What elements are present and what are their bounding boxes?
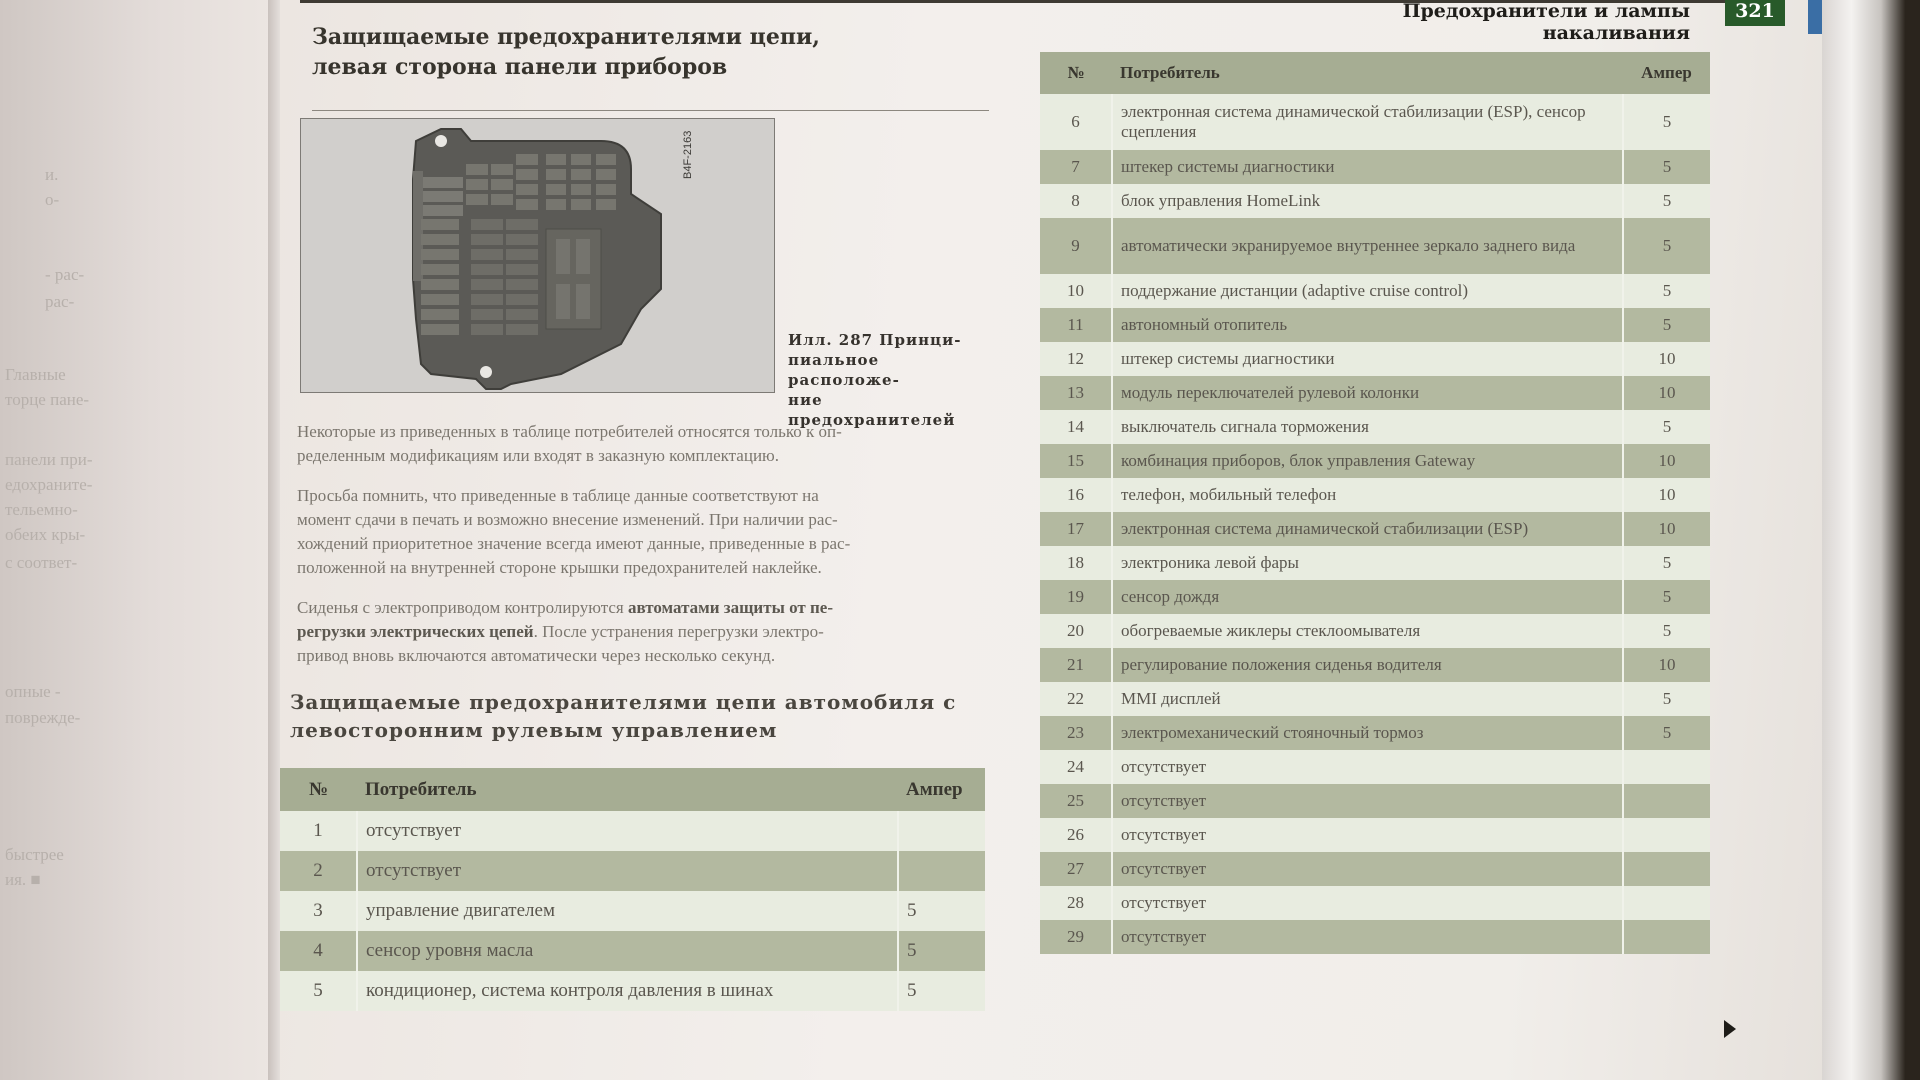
table-row	[1040, 478, 1710, 512]
cell-number: 18	[1040, 546, 1112, 580]
fuse-slot	[421, 264, 459, 275]
fuse-slot	[516, 199, 538, 210]
cell-number: 16	[1040, 478, 1112, 512]
cell-consumer: телефон, мобильный телефон	[1112, 478, 1623, 512]
table-row	[1040, 274, 1710, 308]
figure-caption-line: Илл. 287 Принци-	[788, 331, 962, 349]
cell-number: 9	[1040, 218, 1112, 274]
cell-consumer: электронная система динамической стабилизации (ESP), сенсор сцепления	[1112, 94, 1623, 150]
cell-amp	[1623, 818, 1710, 852]
fuse-slot	[421, 309, 459, 320]
fuse-slot	[546, 199, 566, 210]
fuse-slot	[471, 219, 503, 230]
fuse-slot	[421, 249, 459, 260]
text-line: положенной на внутренней стороне крышки предохранителей наклейке.	[297, 558, 822, 577]
figure-caption-line: ние предохранителей	[788, 391, 956, 429]
table-row	[1040, 94, 1710, 150]
fuse-slot	[471, 324, 503, 335]
cell-consumer: автоматически экранируемое внутреннее зеркало заднего вида	[1112, 218, 1623, 274]
cell-consumer: сенсор дождя	[1112, 580, 1623, 614]
fuse-slot	[421, 324, 459, 335]
cell-consumer: блок управления HomeLink	[1112, 184, 1623, 218]
fuse-slot	[471, 234, 503, 245]
cell-consumer: отсутствует	[1112, 750, 1623, 784]
cell-amp: 5	[1623, 682, 1710, 716]
figure-caption	[788, 330, 988, 430]
cell-amp	[1623, 784, 1710, 818]
cell-number: 22	[1040, 682, 1112, 716]
fuse-slot	[546, 184, 566, 195]
fuse-slot	[466, 179, 488, 190]
fuse-slot	[471, 264, 503, 275]
table-row	[1040, 512, 1710, 546]
fuse-slot	[506, 234, 538, 245]
text-line: ределенным модификациям или входят в заказную комплектацию.	[297, 446, 780, 465]
fuse-slot	[466, 164, 488, 175]
table-row	[1040, 410, 1710, 444]
fuse-slot	[421, 219, 459, 230]
section-heading	[290, 688, 990, 744]
cell-number: 26	[1040, 818, 1112, 852]
cell-number: 1	[280, 811, 357, 851]
table-row	[280, 851, 985, 891]
text-line: хождений приоритетное значение всегда имеют данные, приведенные в рас-	[297, 534, 851, 553]
left-page-text: - рас-	[45, 265, 85, 284]
fuse-slot	[421, 279, 459, 290]
cell-amp: 10	[1623, 512, 1710, 546]
cell-number: 2	[280, 851, 357, 891]
fuse-slot	[466, 194, 488, 205]
table-row	[1040, 444, 1710, 478]
table-row	[1040, 648, 1710, 682]
cell-number: 14	[1040, 410, 1112, 444]
fuse-slot	[471, 309, 503, 320]
diagram-code: B4F-2163	[682, 130, 694, 179]
fuse-slot	[471, 249, 503, 260]
running-header: Предохранители и лампы накаливания	[1402, 0, 1690, 44]
table-row	[1040, 342, 1710, 376]
fuse-box-illustration	[301, 119, 774, 392]
cell-amp: 5	[898, 891, 985, 931]
fuse-slot	[516, 184, 538, 195]
cell-consumer: сенсор уровня масла	[357, 931, 898, 971]
fuse-slot	[596, 199, 616, 210]
section-heading-line: левосторонним рулевым управлением	[290, 718, 778, 742]
cell-number: 21	[1040, 648, 1112, 682]
cell-consumer: отсутствует	[1112, 886, 1623, 920]
text-span: . После устранения перегрузки электро-	[533, 622, 824, 641]
paragraph-note	[297, 420, 997, 468]
fuse-slot	[516, 169, 538, 180]
table-row	[1040, 920, 1710, 954]
page-number: 321	[1725, 0, 1785, 26]
fuse-table-2	[1040, 52, 1710, 954]
table-row	[1040, 750, 1710, 784]
fuse-slot	[506, 324, 538, 335]
title-rule	[312, 110, 989, 111]
cell-amp	[1623, 852, 1710, 886]
fuse-slot	[596, 169, 616, 180]
fuse-slot	[471, 294, 503, 305]
cell-consumer: обогреваемые жиклеры стеклоомывателя	[1112, 614, 1623, 648]
table-row	[280, 811, 985, 851]
cell-consumer: кондиционер, система контроля давления в шинах	[357, 971, 898, 1011]
cell-number: 27	[1040, 852, 1112, 886]
cell-number: 17	[1040, 512, 1112, 546]
fuse-slot	[491, 164, 513, 175]
text-span-bold: регрузки электрических цепей	[297, 622, 534, 641]
left-page-text: рас-	[45, 292, 75, 311]
table-header-row	[280, 768, 985, 811]
cell-number: 5	[280, 971, 357, 1011]
fuse-slot	[506, 309, 538, 320]
page-title	[312, 22, 1012, 82]
left-page-text: Главные	[5, 365, 66, 384]
table-row	[280, 931, 985, 971]
table-row	[1040, 614, 1710, 648]
table-row	[1040, 376, 1710, 410]
cell-number: 8	[1040, 184, 1112, 218]
fuse-slot	[571, 169, 591, 180]
fuse-slot	[596, 154, 616, 165]
cell-number: 11	[1040, 308, 1112, 342]
cell-number: 19	[1040, 580, 1112, 614]
fuse-slot	[491, 194, 513, 205]
section-heading-line: Защищаемые предохранителями цепи автомобиля с	[290, 690, 957, 714]
continue-arrow-icon	[1724, 1020, 1736, 1038]
left-page-text: ия. ■	[5, 870, 41, 889]
cell-consumer: выключатель сигнала торможения	[1112, 410, 1623, 444]
table-row	[280, 971, 985, 1011]
table-row	[1040, 580, 1710, 614]
table-row	[1040, 150, 1710, 184]
col-header-amp: Ампер	[898, 768, 985, 811]
table-row	[1040, 184, 1710, 218]
cell-consumer: комбинация приборов, блок управления Gateway	[1112, 444, 1623, 478]
left-page-text: едохраните-	[5, 475, 93, 494]
relay	[556, 239, 570, 274]
bookmark-tab	[1808, 0, 1822, 34]
cell-number: 28	[1040, 886, 1112, 920]
page-title-line: левая сторона панели приборов	[312, 54, 728, 80]
cell-number: 10	[1040, 274, 1112, 308]
cell-amp: 5	[1623, 308, 1710, 342]
table-row	[1040, 546, 1710, 580]
cell-consumer: электроника левой фары	[1112, 546, 1623, 580]
col-header-number: №	[280, 768, 357, 811]
cell-number: 20	[1040, 614, 1112, 648]
left-page-text: с соответ-	[5, 553, 78, 572]
left-page-text: опные -	[5, 682, 61, 701]
cell-number: 4	[280, 931, 357, 971]
cell-amp: 10	[1623, 648, 1710, 682]
fuse-slot	[423, 205, 463, 216]
cell-number: 15	[1040, 444, 1112, 478]
cell-amp	[1623, 920, 1710, 954]
cell-amp: 5	[898, 971, 985, 1011]
table-row	[1040, 308, 1710, 342]
cell-amp: 10	[1623, 478, 1710, 512]
cell-number: 24	[1040, 750, 1112, 784]
left-page	[0, 0, 275, 1080]
cell-number: 23	[1040, 716, 1112, 750]
table-row	[1040, 852, 1710, 886]
table-row	[1040, 218, 1710, 274]
cell-amp	[898, 851, 985, 891]
fuse-slot	[491, 179, 513, 190]
fuse-slot	[506, 264, 538, 275]
page-edge	[1822, 0, 1920, 1080]
fuse-slot	[571, 154, 591, 165]
cell-amp: 5	[1623, 94, 1710, 150]
fuse-box-diagram	[300, 118, 775, 393]
fuse-slot	[506, 279, 538, 290]
text-span: Сиденья с электроприводом контролируются	[297, 598, 628, 617]
cell-amp: 5	[1623, 580, 1710, 614]
cell-number: 12	[1040, 342, 1112, 376]
figure-caption-line: пиальное расположе-	[788, 351, 900, 389]
mount-hole	[435, 135, 447, 147]
cell-consumer: штекер системы диагностики	[1112, 342, 1623, 376]
fuse-slot	[571, 184, 591, 195]
cell-consumer: поддержание дистанции (adaptive cruise control)	[1112, 274, 1623, 308]
relay	[556, 284, 570, 319]
cell-consumer: штекер системы диагностики	[1112, 150, 1623, 184]
col-header-number: №	[1040, 52, 1112, 94]
fuse-table-1	[280, 768, 985, 1011]
cell-number: 13	[1040, 376, 1112, 410]
relay	[576, 239, 590, 274]
paragraph-warning	[297, 484, 997, 580]
cell-consumer: регулирование положения сиденья водителя	[1112, 648, 1623, 682]
text-line: момент сдачи в печать и возможно внесение изменений. При наличии рас-	[297, 510, 838, 529]
cell-number: 6	[1040, 94, 1112, 150]
cell-amp: 5	[1623, 546, 1710, 580]
fuse-slot	[471, 279, 503, 290]
fuse-slot	[423, 177, 463, 188]
col-header-consumer: Потребитель	[1112, 52, 1623, 94]
table-row	[1040, 784, 1710, 818]
cell-amp: 10	[1623, 342, 1710, 376]
text-line: привод вновь включаются автоматически через несколько секунд.	[297, 646, 776, 665]
fuse-slot	[546, 154, 566, 165]
cell-number: 29	[1040, 920, 1112, 954]
cell-consumer: модуль переключателей рулевой колонки	[1112, 376, 1623, 410]
cell-number: 3	[280, 891, 357, 931]
relay	[576, 284, 590, 319]
cell-amp: 5	[1623, 614, 1710, 648]
cell-consumer: отсутствует	[1112, 818, 1623, 852]
cell-amp: 5	[1623, 150, 1710, 184]
left-page-text: торце пане-	[5, 390, 90, 409]
col-header-amp: Ампер	[1623, 52, 1710, 94]
cell-consumer: отсутствует	[357, 811, 898, 851]
text-span-bold: автоматами защиты от пе-	[627, 598, 833, 617]
text-line	[297, 620, 997, 644]
table-row	[1040, 716, 1710, 750]
cell-consumer: электронная система динамической стабилизации (ESP)	[1112, 512, 1623, 546]
table-row	[1040, 818, 1710, 852]
cell-amp	[898, 811, 985, 851]
table-row	[1040, 682, 1710, 716]
table-row	[280, 891, 985, 931]
cell-consumer: автономный отопитель	[1112, 308, 1623, 342]
text-line	[297, 596, 997, 620]
cell-consumer: отсутствует	[1112, 920, 1623, 954]
cell-amp: 5	[898, 931, 985, 971]
fuse-slot	[423, 191, 463, 202]
left-page-text: и.	[45, 165, 59, 184]
cell-amp: 5	[1623, 218, 1710, 274]
cell-consumer: отсутствует	[357, 851, 898, 891]
cell-consumer: MMI дисплей	[1112, 682, 1623, 716]
cell-number: 25	[1040, 784, 1112, 818]
cell-amp: 5	[1623, 274, 1710, 308]
text-line: Некоторые из приведенных в таблице потребителей относятся только к оп-	[297, 422, 842, 441]
cell-consumer: отсутствует	[1112, 784, 1623, 818]
mount-hole	[480, 366, 492, 378]
cell-amp: 5	[1623, 410, 1710, 444]
fuse-slot	[571, 199, 591, 210]
cell-consumer: отсутствует	[1112, 852, 1623, 886]
fuse-slot	[516, 154, 538, 165]
cell-amp: 5	[1623, 184, 1710, 218]
left-page-text: поврежде-	[5, 708, 81, 727]
fuse-slot	[421, 294, 459, 305]
page-title-line: Защищаемые предохранителями цепи,	[312, 24, 820, 50]
cell-amp	[1623, 750, 1710, 784]
fuse-slot	[596, 184, 616, 195]
cell-number: 7	[1040, 150, 1112, 184]
fuse-slot	[506, 249, 538, 260]
cell-consumer: электромеханический стояночный тормоз	[1112, 716, 1623, 750]
relay-block	[546, 229, 601, 329]
fuse-slot	[506, 219, 538, 230]
fuse-slot	[506, 294, 538, 305]
left-page-text: тельемно-	[5, 500, 78, 519]
text-line: Просьба помнить, что приведенные в таблице данные соответствуют на	[297, 486, 819, 505]
cell-consumer: управление двигателем	[357, 891, 898, 931]
cell-amp	[1623, 886, 1710, 920]
table-header-row	[1040, 52, 1710, 94]
cell-amp: 10	[1623, 376, 1710, 410]
col-header-consumer: Потребитель	[357, 768, 898, 811]
fuse-slot	[421, 234, 459, 245]
left-page-text: панели при-	[5, 450, 93, 469]
left-page-text: о-	[45, 190, 60, 209]
cell-amp: 5	[1623, 716, 1710, 750]
left-page-text: быстрее	[5, 845, 64, 864]
paragraph-seats	[297, 596, 997, 668]
cell-amp: 10	[1623, 444, 1710, 478]
left-page-text: обеих кры-	[5, 525, 86, 544]
table-row	[1040, 886, 1710, 920]
fuse-slot	[546, 169, 566, 180]
